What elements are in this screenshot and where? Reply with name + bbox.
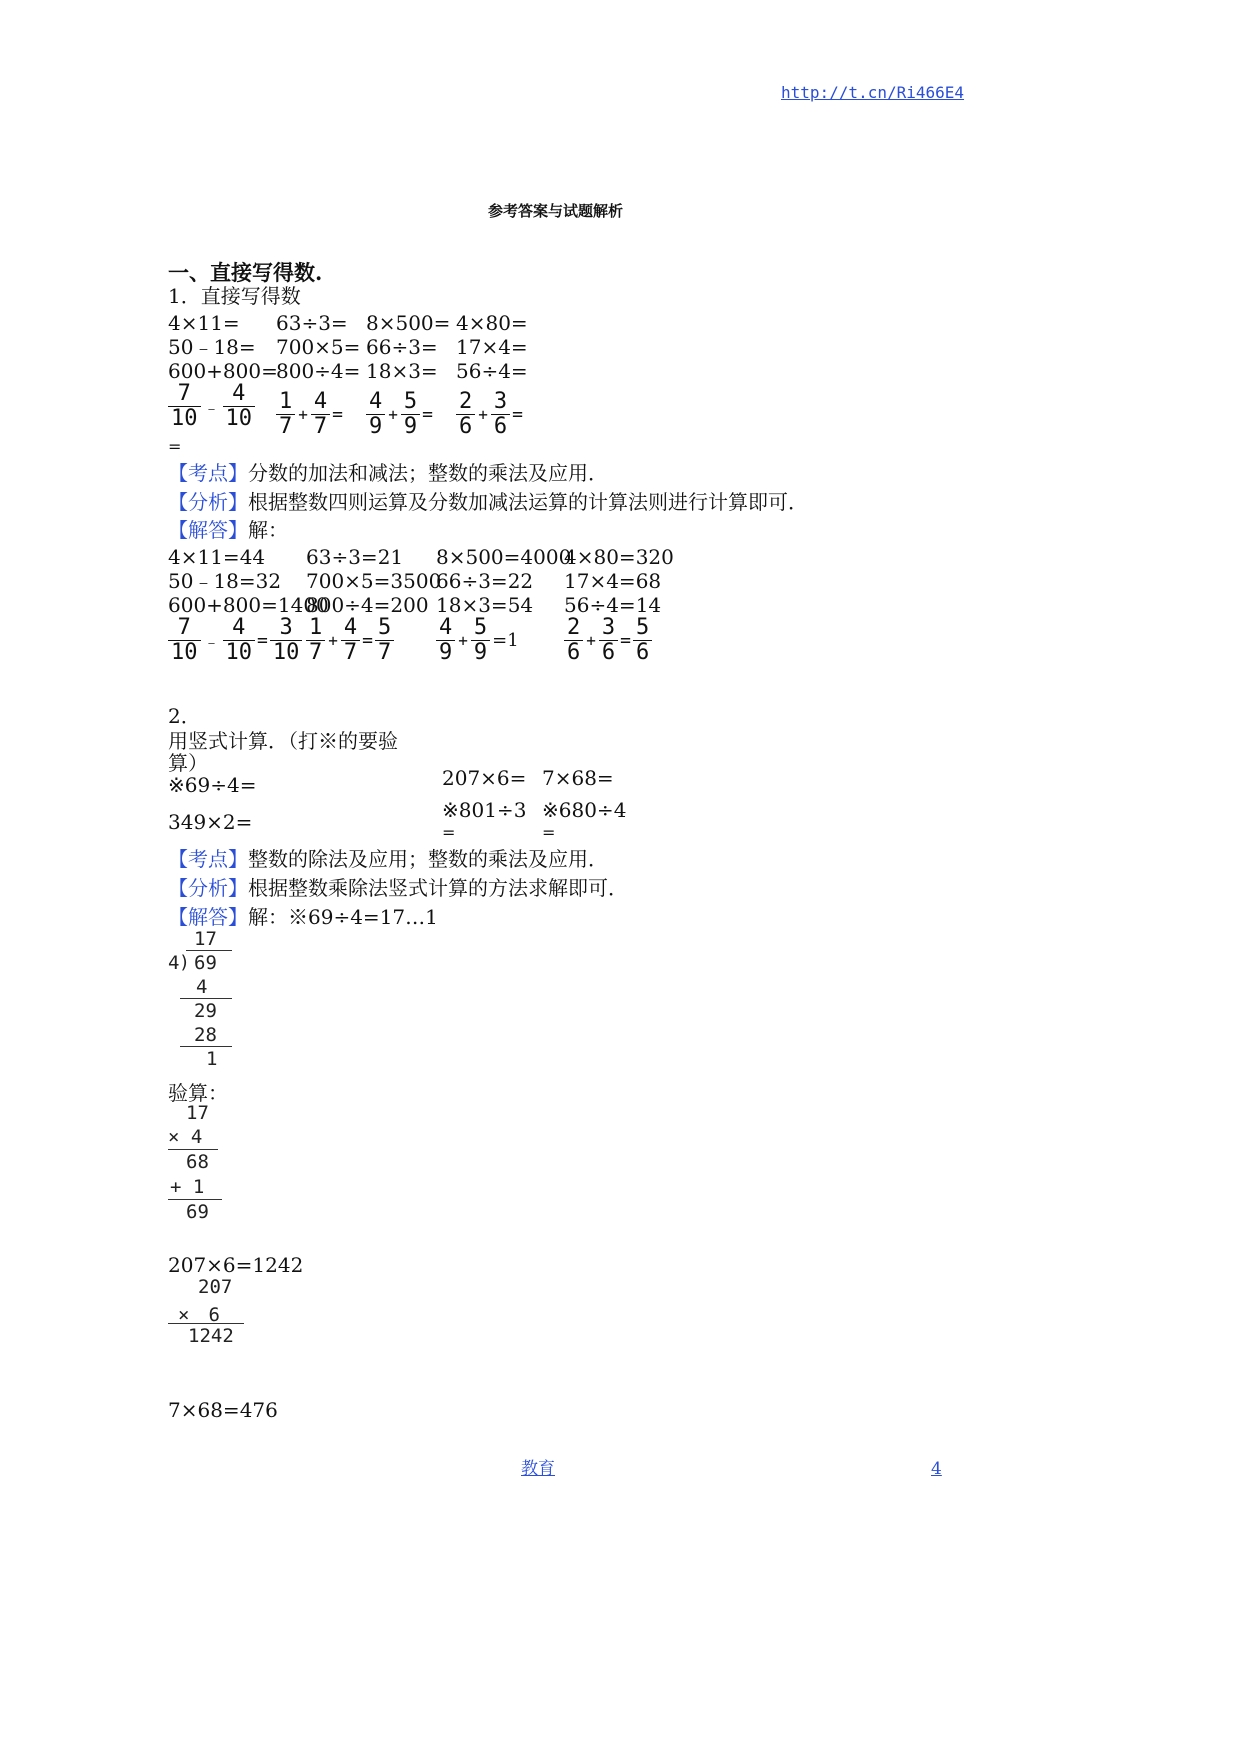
- jieda-line: [168, 517, 288, 543]
- denominator: 9: [436, 640, 455, 665]
- answer-cell: 18×3=54: [436, 593, 534, 617]
- product: 68: [186, 1151, 209, 1173]
- denominator: 10: [270, 640, 303, 665]
- equals-sign: =: [332, 404, 343, 425]
- answer-cell: 4×11=44: [168, 545, 266, 569]
- equals-sign: =: [620, 630, 631, 651]
- multiplicand: 17: [186, 1102, 209, 1124]
- numerator: 1: [309, 615, 323, 640]
- operator: +: [458, 631, 468, 650]
- check-label: 验算：: [168, 1081, 228, 1105]
- numerator: 5: [377, 615, 392, 640]
- answer-cell: 63÷3=21: [306, 545, 404, 569]
- fenxi-tag: 【分析】: [168, 876, 248, 900]
- denominator: 7: [311, 414, 330, 439]
- denominator: 7: [375, 640, 394, 665]
- numerator: 5: [473, 615, 488, 640]
- fraction-answer: [434, 616, 519, 665]
- addend: + 1: [170, 1176, 205, 1198]
- sum: 69: [186, 1201, 209, 1223]
- kaodian-text: 分数的加法和减法；整数的乘法及应用．: [248, 461, 608, 485]
- question-2-text: 用竖式计算．（打※的要验: [168, 729, 398, 753]
- denominator: 7: [306, 640, 325, 665]
- numerator: 5: [403, 389, 418, 414]
- answer-cell: 8×500=4000: [436, 545, 572, 569]
- fraction-expression: [166, 382, 257, 431]
- kaodian-line: [168, 460, 608, 486]
- q1-cell: 700×5=: [276, 335, 361, 359]
- denominator: 6: [456, 414, 475, 439]
- answer-cell: 800÷4=200: [306, 593, 429, 617]
- section-heading: 一、直接写得数.: [168, 260, 323, 285]
- operator: +: [298, 405, 308, 424]
- numerator: 3: [601, 615, 616, 640]
- subtrahend: 4: [196, 976, 208, 998]
- q2-problem: 207×6=: [442, 766, 527, 790]
- q1-cell: 600+800=: [168, 359, 278, 383]
- answer-line: 207×6=1242: [168, 1253, 304, 1277]
- q1-cell: 800÷4=: [276, 359, 361, 383]
- numerator: 4: [232, 381, 246, 406]
- dividend: 69: [194, 952, 217, 974]
- divisor: 4: [168, 952, 180, 974]
- fenxi-line: [168, 875, 628, 901]
- equals-sign: =: [257, 630, 268, 651]
- operator: ﹣: [203, 398, 220, 417]
- operator: ﹣: [203, 632, 220, 651]
- numerator: 2: [459, 389, 473, 414]
- denominator: 10: [168, 640, 201, 665]
- q2-problem: ※69÷4=: [168, 773, 257, 797]
- fraction-answer: [562, 616, 654, 665]
- q1-cell: 4×11=: [168, 311, 240, 335]
- denominator: 6: [491, 414, 510, 439]
- equals-sign: =: [442, 823, 456, 842]
- q1-cell: 18×3=: [366, 359, 438, 383]
- denominator: 6: [564, 640, 583, 665]
- fenxi-text: 根据整数四则运算及分数加减法运算的计算法则进行计算即可．: [248, 490, 808, 514]
- numerator: 2: [567, 615, 581, 640]
- numerator: 7: [177, 381, 191, 406]
- q2-problem: ※801÷3: [442, 798, 527, 822]
- answer-cell: 600+800=1400: [168, 593, 329, 617]
- denominator: 10: [168, 406, 201, 431]
- numerator: 4: [232, 615, 246, 640]
- q1-cell: 66÷3=: [366, 335, 438, 359]
- jieda-tag: 【解答】: [168, 518, 248, 542]
- footer-link[interactable]: 教育: [521, 1459, 555, 1479]
- fraction-expression: [274, 390, 343, 439]
- remainder-step: 29: [194, 1000, 217, 1022]
- division-bracket: ): [179, 952, 190, 973]
- kaodian-text: 整数的除法及应用；整数的乘法及应用．: [248, 847, 608, 871]
- numerator: 3: [279, 615, 293, 640]
- fenxi-line: [168, 489, 808, 515]
- fraction-expression: [364, 390, 433, 439]
- multiplier: × 4: [168, 1126, 203, 1148]
- jieda-text: 解：: [248, 518, 288, 542]
- q1-cell: 50﹣18=: [168, 335, 256, 359]
- equals-sign: =: [512, 404, 523, 425]
- equals-sign: =: [168, 437, 182, 456]
- kaodian-line: [168, 846, 608, 872]
- denominator: 9: [471, 640, 490, 665]
- subtrahend: 28: [194, 1024, 217, 1046]
- answer-cell: 66÷3=22: [436, 569, 534, 593]
- q1-cell: 63÷3=: [276, 311, 348, 335]
- denominator: 6: [633, 640, 652, 665]
- denominator: 9: [401, 414, 420, 439]
- denominator: 10: [223, 640, 256, 665]
- page-number[interactable]: 4: [931, 1459, 942, 1479]
- q1-cell: 8×500=: [366, 311, 451, 335]
- q1-cell: 17×4=: [456, 335, 528, 359]
- equals-sign: =: [362, 630, 373, 651]
- answer-cell: 50﹣18=32: [168, 569, 282, 593]
- multiplication-calc: [168, 1276, 258, 1356]
- long-division: [166, 928, 236, 1068]
- equals-result: =1: [492, 630, 519, 651]
- numerator: 5: [635, 615, 650, 640]
- answer-cell: 17×4=68: [564, 569, 662, 593]
- q1-cell: 56÷4=: [456, 359, 528, 383]
- operator: +: [478, 405, 488, 424]
- fraction-answer: [166, 616, 304, 665]
- quotient: 17: [194, 928, 217, 950]
- operator: +: [388, 405, 398, 424]
- question-2-text: 算）: [168, 751, 208, 775]
- page-title: 参考答案与试题解析: [488, 202, 624, 220]
- jieda-tag: 【解答】: [168, 905, 248, 929]
- answer-cell: 56÷4=14: [564, 593, 662, 617]
- operator: +: [328, 631, 338, 650]
- question-2-label: 2．: [168, 704, 201, 728]
- answer-line: 7×68=476: [168, 1398, 278, 1422]
- numerator: 4: [343, 615, 358, 640]
- equals-sign: =: [542, 823, 556, 842]
- verification-calc: [168, 1102, 228, 1222]
- answer-cell: 700×5=3500: [306, 569, 442, 593]
- numerator: 4: [369, 389, 383, 414]
- denominator: 9: [366, 414, 385, 439]
- q2-problem: ※680÷4: [542, 798, 627, 822]
- header-link[interactable]: http://t.cn/Ri466E4: [781, 83, 965, 102]
- denominator: 7: [341, 640, 360, 665]
- numerator: 3: [493, 389, 508, 414]
- answer-cell: 4×80=320: [564, 545, 674, 569]
- numerator: 4: [439, 615, 453, 640]
- numerator: 1: [279, 389, 293, 414]
- kaodian-tag: 【考点】: [168, 847, 248, 871]
- q1-cell: 4×80=: [456, 311, 528, 335]
- fenxi-text: 根据整数乘除法竖式计算的方法求解即可．: [248, 876, 628, 900]
- jieda-line: [168, 904, 438, 930]
- product: 1242: [188, 1325, 234, 1347]
- q2-problem: 349×2=: [168, 810, 253, 834]
- question-1-label: 1．直接写得数: [168, 284, 301, 308]
- fraction-answer: [304, 616, 396, 665]
- equals-sign: =: [422, 404, 433, 425]
- numerator: 7: [177, 615, 191, 640]
- multiplicand: 207: [198, 1276, 233, 1298]
- denominator: 10: [223, 406, 256, 431]
- fenxi-tag: 【分析】: [168, 490, 248, 514]
- multiplier: × 6: [178, 1304, 220, 1326]
- denominator: 7: [276, 414, 295, 439]
- denominator: 6: [599, 640, 618, 665]
- kaodian-tag: 【考点】: [168, 461, 248, 485]
- fraction-expression: [454, 390, 523, 439]
- jieda-text: 解：※69÷4=17…1: [248, 905, 438, 929]
- q2-problem: 7×68=: [542, 766, 614, 790]
- operator: +: [586, 631, 596, 650]
- numerator: 4: [313, 389, 328, 414]
- remainder: 1: [206, 1048, 218, 1070]
